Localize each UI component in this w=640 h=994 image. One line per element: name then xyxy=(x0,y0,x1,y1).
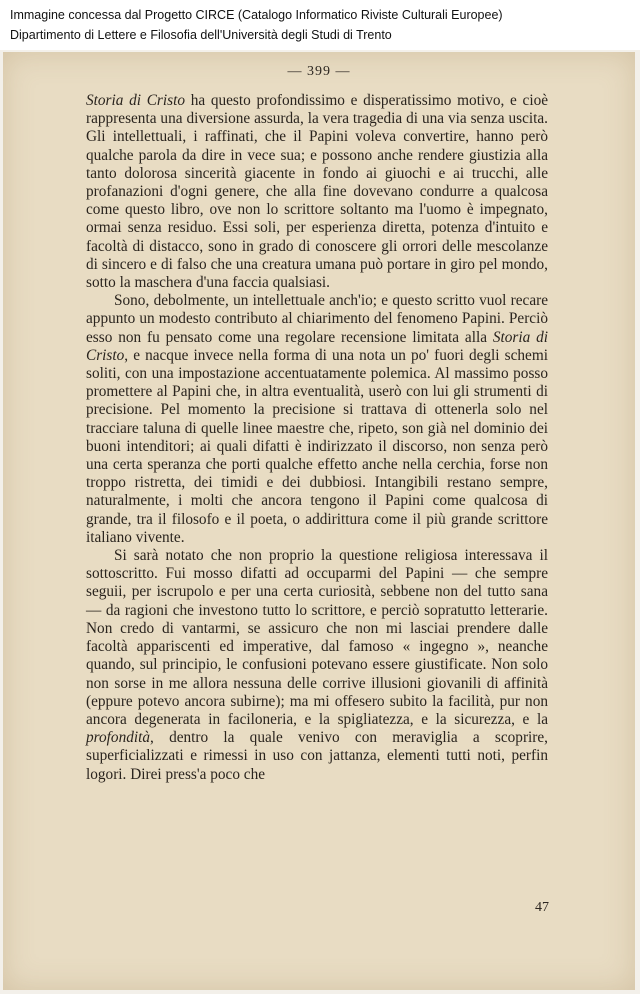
paragraph xyxy=(86,92,548,292)
page-number: — 399 — xyxy=(287,64,351,79)
text-run: Sono, debolmente, un intellettuale anch'io; e questo scritto vuol recare appunto un modesto contributo al chiarimento del fenomeno Papini. Perciò esso non fu pensato come una regolare recensione limitata alla xyxy=(86,292,548,346)
paragraph xyxy=(86,547,548,784)
paragraph xyxy=(86,292,548,547)
italic-text: Storia di Cristo xyxy=(86,92,185,109)
text-run: Si sarà notato che non proprio la questione religiosa interessava il sottoscritto. Fui mosso difatti ad occuparmi del Papini — che sempre seguii, per iscrupolo e per una certa curiosità, sebbene non del tutto sana — da ragioni che investono tutto lo scrittore, e perciò sopratutto letterarie. Non credo di vantarmi, se assicuro che non mi lasciai prendere dalle facoltà appariscenti ed imperative, dal famoso « ingegno », neanche quando, sul principio, le confusioni potevano essere giustificate. Non solo non sorse in me allora nessuna delle corrive illusioni giovanili di affinità (eppure potevo ancora subirne); ma mi offesero subito la facilità, pur non ancora degenerata in faciloneria, e la spigliatezza, e la sicurezza, e la xyxy=(86,547,548,728)
italic-text: Storia di Cristo xyxy=(86,328,548,364)
italic-text: profondità xyxy=(86,729,151,747)
text-run: , e nacque invece nella forma di una nota un po' fuori degli schemi soliti, con una impostazione accentuatamente polemica. Al massimo posso promettere al Papini che, in altra eventualità, userò con lui gli strumenti di precisione. Pel momento la precisione si trattava di ottenerla solo nel tracciare taluna di quelle linee maestre che, ripeto, son già nel dominio dei buoni intenditori; ai quali difatti è indirizzato il discorso, non senza però una certa speranza che porti qualche effetto anche nella cerchia, forse non troppo ristretta, dei timidi e dei dubbiosi. Intangibili restano sempre, naturalmente, i molti che ancora tengono il Papini come qualcosa di grande, tra il filosofo e il poeta, o addirittura come il più grande scrittore italiano vivente. xyxy=(86,346,548,546)
text-run: , dentro la quale venivo con meraviglia a scoprire, superficializzati e rimessi in uso con jattanza, elementi tutti noti, perfin logori. Direi press'a poco che xyxy=(86,729,548,783)
text-run: ha questo profondissimo e disperatissimo motivo, e cioè rappresenta una diversione assurda, la vera tragedia di una via senza uscita. Gli intellettuali, i raffinati, che il Papini voleva convertire, hanno però qualche parola da dire in vece sua; e possono anche rendere giustizia alla tanto dolorosa sincerità giacente in fondo ai giuochi e ai trucchi, alle profanazioni d'ogni genere, che alla fine dovevano condurre a qualcosa come questo libro, ove non lo scrittore soltanto ma l'uomo è impegnato, ormai senza residuo. Essi soli, per esperienza diretta, potenza d'intuito e facoltà di distacco, sono in grado di conoscere gli orrori delle mescolanze di sincero e di falso che una creatura umana può portare in giro pel mondo, sotto la maschera d'una faccia qualsiasi. xyxy=(86,92,549,292)
scanned-page xyxy=(3,52,635,990)
archive-credit-line-2: Dipartimento di Lettere e Filosofia dell'Università degli Studi di Trento xyxy=(10,28,392,42)
body-text xyxy=(86,92,548,784)
archive-header xyxy=(0,0,640,50)
archive-credit-line-1: Immagine concessa dal Progetto CIRCE (Catalogo Informatico Riviste Culturali Europee) xyxy=(10,8,503,22)
folio-number: 47 xyxy=(535,900,549,915)
